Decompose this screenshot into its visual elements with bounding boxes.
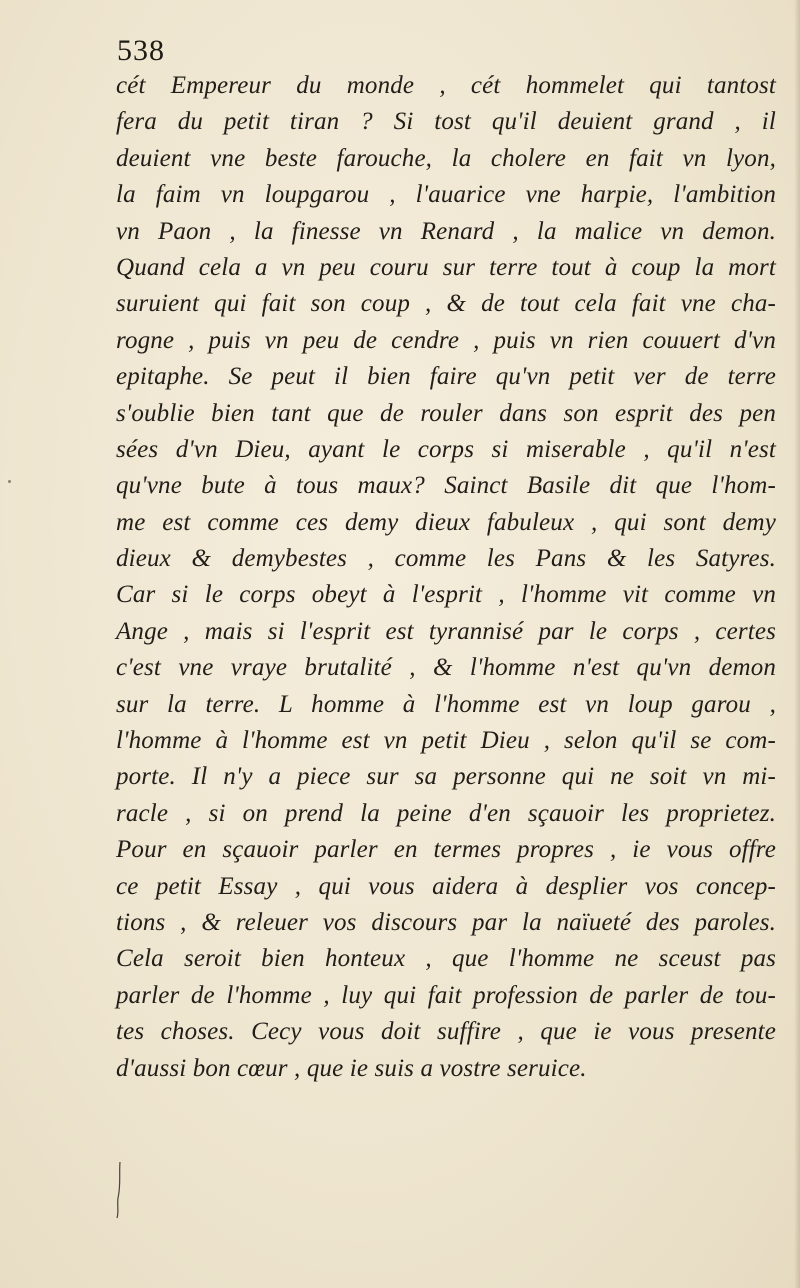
text-line: vn Paon , la finesse vn Renard , la malice vn demon. (116, 217, 776, 245)
page-number: 538 (117, 34, 165, 67)
text-line: tes choses. Cecy vous doit suffire , que ie vous presente (116, 1018, 776, 1046)
paper-speck (8, 480, 11, 483)
text-line: dieux & demybestes , comme les Pans & les Satyres. (116, 545, 776, 573)
text-line: Quand cela a vn peu couru sur terre tout à coup la mort (116, 253, 776, 281)
text-line: la faim vn loupgarou , l'auarice vne harpie, l'ambition (116, 181, 776, 209)
text-line: Cela seroit bien honteux , que l'homme ne sceust pas (116, 945, 776, 973)
text-line: l'homme à l'homme est vn petit Dieu , selon qu'il se com- (116, 727, 776, 755)
text-line: epitaphe. Se peut il bien faire qu'vn petit ver de terre (116, 363, 776, 391)
text-line: Ange , mais si l'esprit est tyrannisé par le corps , certes (116, 617, 776, 645)
text-line: tions , & releuer vos discours par la naïueté des paroles. (116, 908, 776, 936)
text-line: ce petit Essay , qui vous aidera à desplier vos concep- (116, 872, 776, 900)
text-line: porte. Il n'y a piece sur sa personne qui ne soit vn mi- (116, 763, 776, 791)
text-line: racle , si on prend la peine d'en sçauoir les proprietez. (116, 799, 776, 827)
body-text (116, 68, 776, 1087)
text-line: rogne , puis vn peu de cendre , puis vn rien couuert d'vn (116, 326, 776, 354)
page-edge-shadow (794, 0, 800, 1288)
text-line: suruient qui fait son coup , & de tout cela fait vne cha- (116, 290, 776, 318)
text-line: Car si le corps obeyt à l'esprit , l'homme vit comme vn (116, 581, 776, 609)
text-line: qu'vne bute à tous maux? Sainct Basile dit que l'hom- (116, 472, 776, 500)
text-line: deuient vne beste farouche, la cholere en fait vn lyon, (116, 144, 776, 172)
text-line: Pour en sçauoir parler en termes propres , ie vous offre (116, 836, 776, 864)
text-line: sées d'vn Dieu, ayant le corps si miserable , qu'il n'est (116, 435, 776, 463)
text-line: d'aussi bon cœur , que ie suis a vostre seruice. (116, 1054, 587, 1082)
text-line: sur la terre. L homme à l'homme est vn loup garou , (116, 690, 776, 718)
text-line: c'est vne vraye brutalité , & l'homme n'est qu'vn demon (116, 654, 776, 682)
text-line: parler de l'homme , luy qui fait profession de parler de tou- (116, 981, 776, 1009)
text-line: s'oublie bien tant que de rouler dans son esprit des pen (116, 399, 776, 427)
text-line: me est comme ces demy dieux fabuleux , qui sont demy (116, 508, 776, 536)
text-line: cét Empereur du monde , cét hommelet qui tantost (116, 72, 776, 99)
text-line: fera du petit tiran ? Si tost qu'il deuient grand , il (116, 108, 776, 136)
margin-ink-mark (114, 1160, 124, 1220)
